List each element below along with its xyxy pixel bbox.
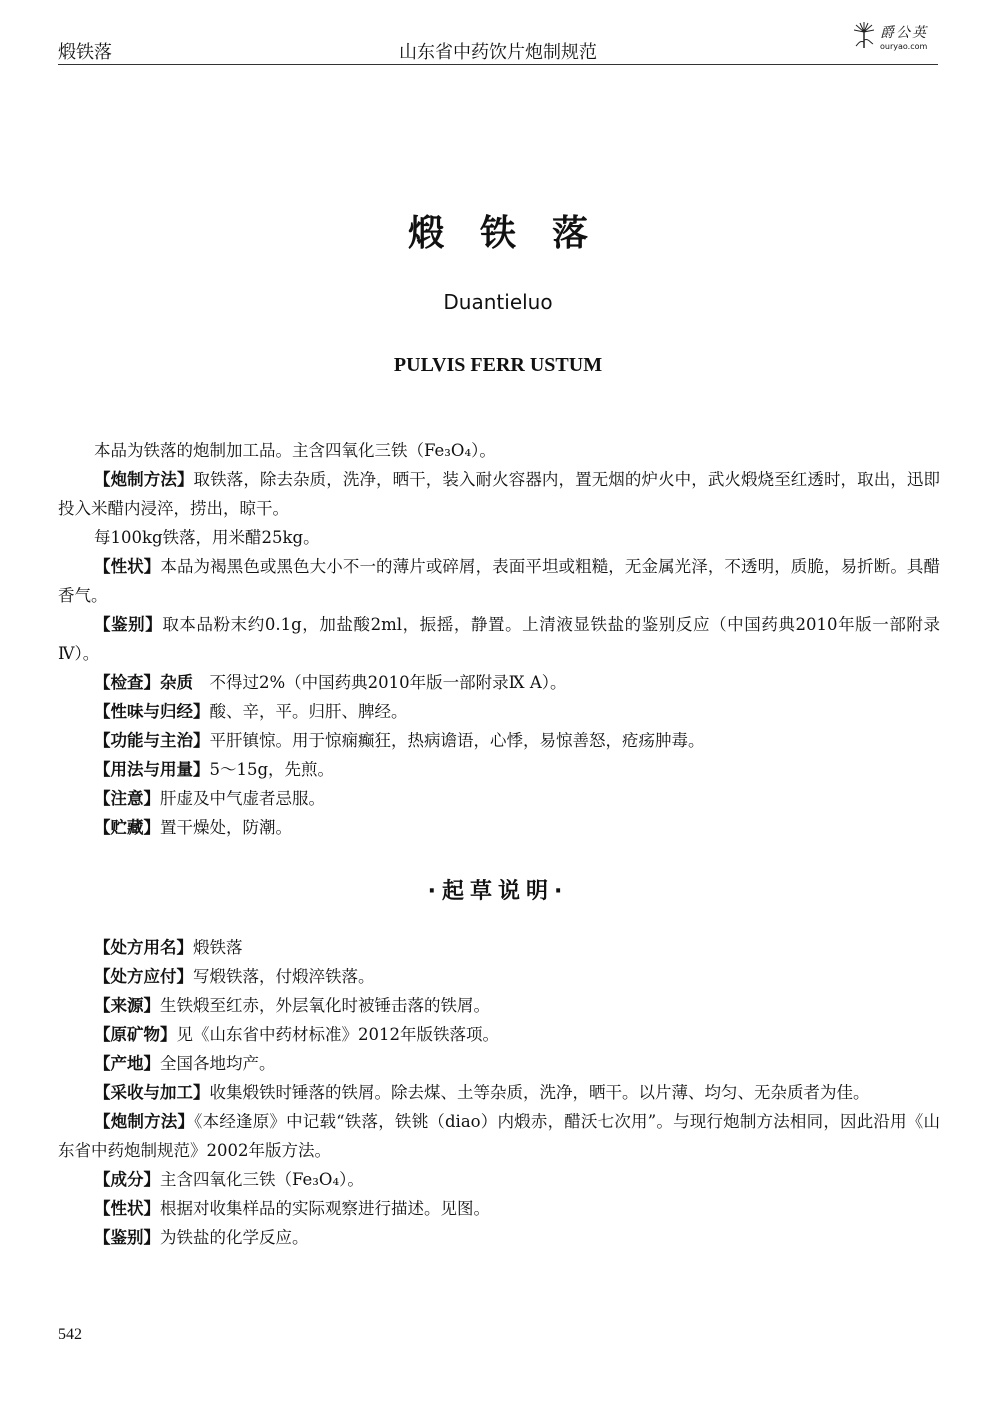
monograph-body [58,436,940,842]
paragraph: 【炮制方法】《本经逢原》中记载“铁落，铁铫（diao）内煅赤，醋沃七次用”。与现行炮制方法相同，因此沿用《山东省中药炮制规范》2002年版方法。 [58,1112,940,1160]
header-book-title: 山东省中药饮片炮制规范 [399,42,597,63]
logo-url: ouryao.com [880,42,928,51]
paragraph: 【功能与主治】平肝镇惊。用于惊痫癫狂，热病谵语，心悸，易惊善怒，疮疡肿毒。 [94,731,705,750]
paragraph: 【性状】本品为褐黑色或黑色大小不一的薄片或碎屑，表面平坦或粗糙，无金属光泽，不透明，质脆，易折断。具醋香气。 [58,557,941,605]
dandelion-icon [852,22,876,50]
paragraph: 【处方用名】煅铁落 [94,938,243,957]
paragraph: 【贮藏】置干燥处，防潮。 [94,818,292,837]
paragraph: 【炮制方法】取铁落，除去杂质，洗净，晒干，装入耐火容器内，置无烟的炉火中，武火煅烧至红透时，取出，迅即投入米醋内浸淬，捞出，晾干。 [58,470,941,518]
paragraph: 每100kg铁落，用米醋25kg。 [94,528,320,547]
page-header [58,25,938,65]
paragraph: 【性味与归经】酸、辛，平。归肝、脾经。 [94,702,408,721]
paragraph: 【来源】生铁煅至红赤，外层氧化时被锤击落的铁屑。 [94,996,490,1015]
paragraph: 【采收与加工】收集煅铁时锤落的铁屑。除去煤、土等杂质，洗净，晒干。以片薄、均匀、无杂质者为佳。 [94,1083,870,1102]
pinyin-name: Duantieluo [443,290,553,314]
header-chapter-title: 煅铁落 [58,42,112,63]
logo-name: 爵公英 [880,25,928,41]
paragraph: 【性状】根据对收集样品的实际观察进行描述。见图。 [94,1199,490,1218]
drafting-notes-title: ·起草说明· [427,879,569,904]
paragraph: 【检查】杂质 不得过2%（中国药典2010年版一部附录Ⅸ A）。 [94,673,567,692]
monograph-title: 煅铁落 [407,213,624,254]
paragraph: 【用法与用量】5～15g，先煎。 [94,760,335,779]
paragraph: 【鉴别】为铁盐的化学反应。 [94,1228,309,1247]
paragraph: 【成分】主含四氧化三铁（Fe₃O₄）。 [94,1170,364,1189]
drafting-notes-body [58,933,940,1252]
paragraph: 【鉴别】取本品粉末约0.1g，加盐酸2ml，振摇，静置。上清液显铁盐的鉴别反应（中国药典2010年版一部附录Ⅳ）。 [58,615,941,663]
paragraph: 【注意】肝虚及中气虚者忌服。 [94,789,325,808]
paragraph: 本品为铁落的炮制加工品。主含四氧化三铁（Fe₃O₄）。 [94,441,496,460]
paragraph: 【处方应付】写煅铁落，付煅淬铁落。 [94,967,375,986]
latin-name: PULVIS FERR USTUM [393,354,603,376]
publisher-logo [852,20,938,60]
page-number: 542 [58,1326,82,1343]
paragraph: 【产地】全国各地均产。 [94,1054,276,1073]
paragraph: 【原矿物】见《山东省中药材标准》2012年版铁落项。 [94,1025,499,1044]
